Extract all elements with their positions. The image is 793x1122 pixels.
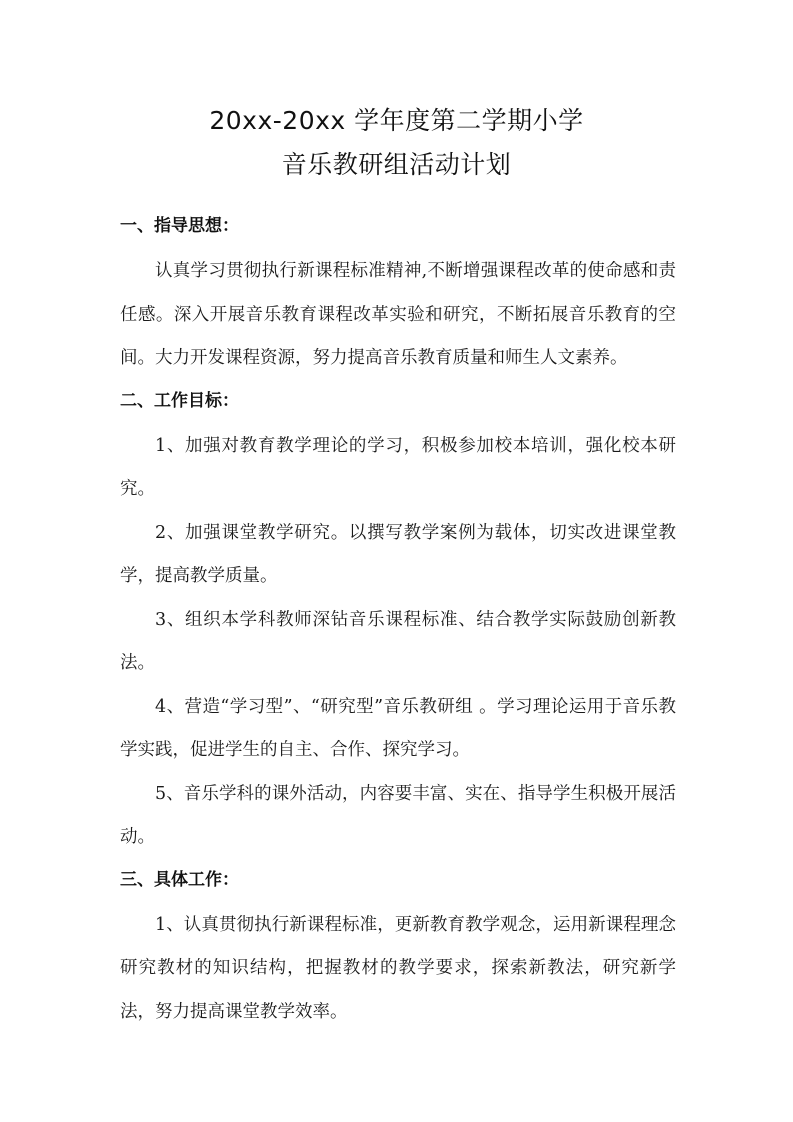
section-work-goals bbox=[120, 381, 676, 860]
section-guiding-thought bbox=[120, 206, 676, 381]
paragraph: 3、组织本学科教师深钻音乐课程标准、结合教学实际鼓励创新教法。 bbox=[120, 609, 676, 673]
paragraph: 2、加强课堂教学研究。以撰写教学案例为载体，切实改进课堂教学，提高教学质量。 bbox=[120, 522, 676, 586]
section-specific-work bbox=[120, 860, 676, 1035]
paragraph: 4、营造“学习型”、“研究型”音乐教研组 。学习理论运用于音乐教学实践，促进学生的自主、合作、探究学习。 bbox=[120, 696, 676, 760]
paragraph: 认真学习贯彻执行新课程标准精神,不断增强课程改革的使命感和责任感。深入开展音乐教育课程改革实验和研究，不断拓展音乐教育的空间。大力开发课程资源，努力提高音乐教育质量和师生人文素养。 bbox=[120, 261, 676, 368]
paragraph: 1、加强对教育教学理论的学习，积极参加校本培训，强化校本研究。 bbox=[120, 435, 676, 499]
section-heading: 三、具体工作： bbox=[120, 869, 239, 890]
paragraph: 1、认真贯彻执行新课程标准，更新教育教学观念，运用新课程理念研究教材的知识结构，把握教材的教学要求，探索新教法，研究新学法，努力提高课堂教学效率。 bbox=[120, 914, 676, 1022]
document-title-line1: 20xx-20xx 学年度第二学期小学 bbox=[209, 106, 584, 135]
section-heading: 一、指导思想： bbox=[120, 216, 239, 236]
paragraph: 5、音乐学科的课外活动，内容要丰富、实在、指导学生积极开展活动。 bbox=[120, 783, 676, 847]
document-body bbox=[120, 206, 676, 1034]
document-title-line2: 音乐教研组活动计划 bbox=[281, 150, 512, 179]
section-heading: 二、工作目标： bbox=[120, 390, 239, 411]
